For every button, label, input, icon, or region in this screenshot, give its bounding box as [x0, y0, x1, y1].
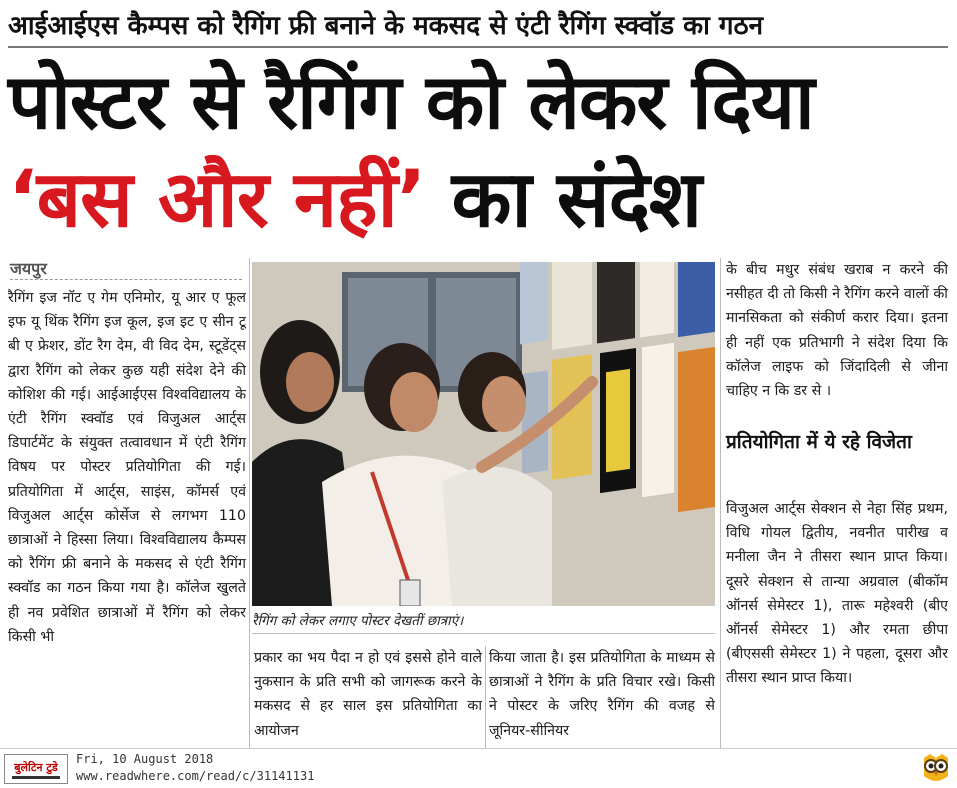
article-column-4: के बीच मधुर संबंध खराब न करने की नसीहत दी तो किसी ने रैगिंग करने वालों की मानसिकता को संकीर्ण करार दिया। इतना ही नहीं एक प्रतिभागी ने संदेश दिया कि कॉलेज लाइफ को जिंदादिली से जीना चाहिए न कि डर से । [726, 262, 948, 400]
headline-quote: ‘बस और नहीं’ [8, 155, 426, 245]
kicker-headline: आईआईएस कैम्पस को रैगिंग फ्री बनाने के मकसद से एंटी रैगिंग स्क्वॉड का गठन [8, 4, 948, 48]
article-photo [252, 262, 715, 606]
winners-subheading: प्रतियोगिता में ये रहे विजेता [726, 431, 912, 453]
column-divider [485, 646, 486, 748]
footer-url-link[interactable]: www.readwhere.com/read/c/31141131 [76, 769, 315, 783]
column-divider [720, 258, 721, 748]
owl-icon [920, 752, 952, 784]
logo-underline [12, 776, 60, 779]
owl-mascot-icon[interactable] [920, 752, 952, 784]
headline-line2 [8, 150, 948, 250]
article-column-3: किया जाता है। इस प्रतियोगिता के माध्यम से छात्राओं ने रैगिंग के प्रति विचार रखे। किसी ने पोस्टर के जरिए रैगिंग की वजह से जूनियर-सीनियर [489, 650, 715, 739]
headline-line1: पोस्टर से रैगिंग को लेकर दिया [8, 57, 814, 146]
publication-logo: बुलेटिन टुडे [4, 754, 68, 784]
photo-caption: रैगिंग को लेकर लगाए पोस्टर देखतीं छात्राएं। [252, 608, 715, 634]
article-column-1: रैगिंग इज नॉट ए गेम एनिमोर, यू आर ए फूल इफ यू थिंक रैगिंग इज कूल, इज इट ए सीन टू बी ए फ्रेशर, डोंट रैग देम, वी विद देम, स्टूडेंट्स द्वारा रैगिंग को लेकर कुछ यही संदेश देने की कोशिश की गई। आईआईएस विश्वविद्यालय के एंटी रैगिंग स्क्वॉड एवं विजुअल आर्ट्स डिपार्टमेंट के संयुक्त तत्वावधान में एंटी रैगिंग विषय पर पोस्टर प्रतियोगिता की गई। प्रतियोगिता में आर्ट्स, साइंस, कॉमर्स एवं विजुअल आर्ट्स कोर्सेज से लगभग 110 छात्राओं ने हिस्सा लिया। विश्वविद्यालय कैम्पस को रैगिंग फ्री बनाने के मकसद से एंटी रैगिंग स्क्वॉड का गठन किया गया है। कॉलेज खुलते ही नव प्रवेशित छात्राओं में रैगिंग को लेकर किसी भी [8, 290, 246, 645]
article-column-5: विजुअल आर्ट्स सेक्शन से नेहा सिंह प्रथम, विधि गोयल द्वितीय, नवनीत पारीख व मनीला जैन ने तीसरा स्थान प्राप्त किया। दूसरे सेक्शन से तान्या अग्रवाल (बीकॉम ऑनर्स सेमेस्टर 1), तारू महेश्वरी (बीए ऑनर्स सेमेस्टर 1) और रमता छीपा (बीएससी सेमेस्टर 1) ने पहला, दूसरा और तीसरा स्थान प्राप्त किया। [726, 501, 948, 687]
footer-divider [0, 748, 957, 749]
headline-rest: का संदेश [425, 155, 702, 245]
article-column-2: प्रकार का भय पैदा न हो एवं इससे होने वाले नुकसान के प्रति सभी को जागरूक करने के मकसद से हर साल इस प्रतियोगिता का आयोजन [254, 650, 482, 739]
footer-date: Fri, 10 August 2018 [76, 752, 214, 766]
column-divider [249, 258, 250, 748]
photo-illustration [252, 262, 715, 606]
dateline: जयपुर [10, 258, 242, 280]
